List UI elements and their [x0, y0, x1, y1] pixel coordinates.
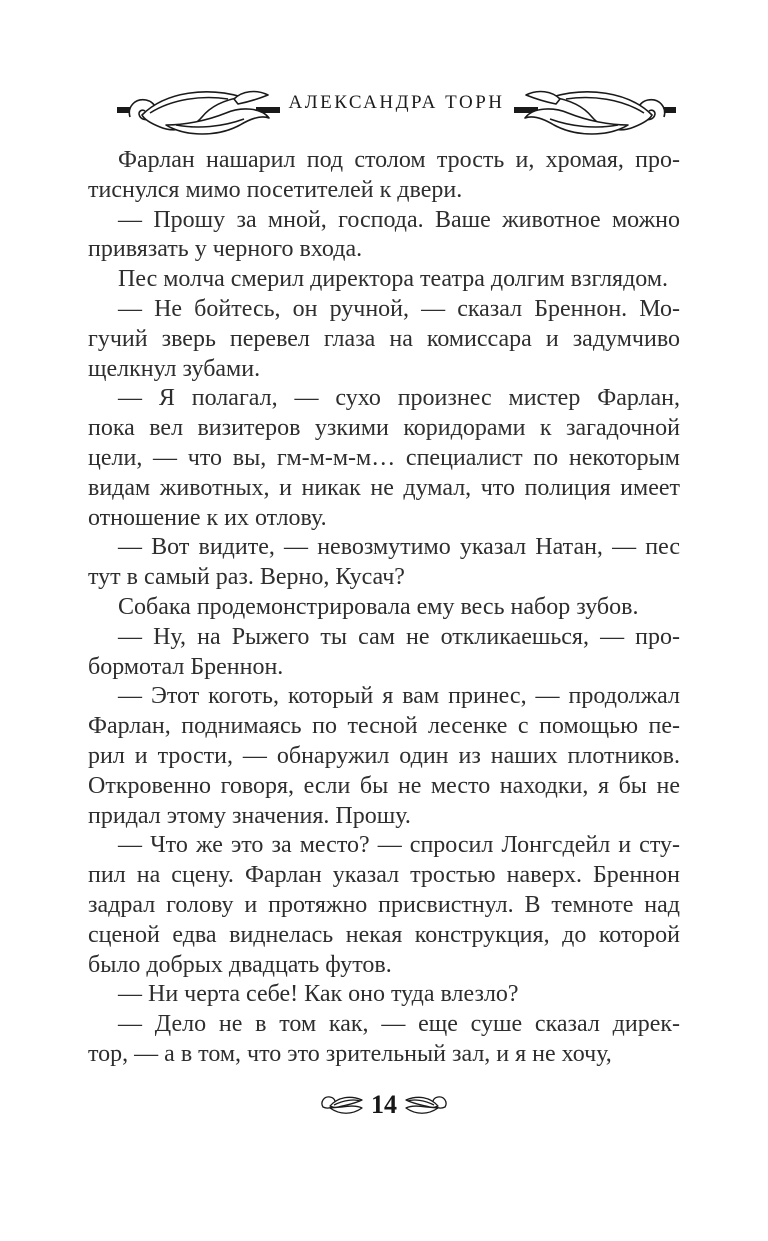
text-line: Откровенно говоря, если бы не место находки, я бы не — [88, 772, 680, 799]
author-name: АЛЕКСАНДРА ТОРН — [288, 92, 505, 113]
text-line: отношение к их отлову. — [88, 504, 327, 531]
text-line: Фарлан, поднимаясь по тесной лесенке с помощью пе- — [88, 713, 680, 740]
text-line: — Этот коготь, который я вам принес, — продолжал — [118, 683, 680, 710]
text-line: было добрых двадцать футов. — [88, 951, 392, 978]
acanthus-flourish-right-icon — [522, 87, 672, 141]
text-line: цели, — что вы, гм-м-м-м… специалист по некоторым — [88, 444, 680, 471]
text-line: — Я полагал, — сухо произнес мистер Фарлан, — [118, 385, 680, 412]
running-header — [117, 86, 676, 134]
text-line: бормотал Бреннон. — [88, 653, 284, 680]
text-line: — Не бойтесь, он ручной, — сказал Бреннон. Мо- — [118, 295, 680, 322]
text-line: задрал голову и протяжно присвистнул. В темноте над — [88, 891, 680, 918]
text-line: Пес молча смерил директора театра долгим взглядом. — [118, 266, 669, 293]
text-line: Фарлан нашарил под столом трость и, хромая, про- — [118, 147, 680, 173]
text-line: — Прошу за мной, господа. Ваше животное можно — [118, 206, 680, 233]
text-line: тиснулся мимо посетителей к двери. — [88, 176, 463, 203]
text-line: — Что же это за место? — спросил Лонгсдейл и сту- — [118, 832, 680, 859]
text-line: — Вот видите, — невозмутимо указал Натан, — пес — [118, 534, 680, 561]
text-line: сценой едва виднелась некая конструкция, до которой — [88, 921, 680, 948]
leaf-ornament-right-icon — [404, 1092, 450, 1118]
text-line: гучий зверь перевел глаза на комиссара и задумчиво — [88, 325, 680, 352]
text-line: щелкнул зубами. — [88, 355, 261, 382]
text-line: тор, — а в том, что это зрительный зал, и я не хочу, — [88, 1040, 612, 1067]
leaf-ornament-left-icon — [318, 1092, 364, 1118]
text-line: пил на сцену. Фарлан указал тростью наверх. Бреннон — [88, 862, 680, 889]
text-line: — Ни черта себе! Как оно туда влезло? — [118, 981, 519, 1008]
text-line: — Дело не в том как, — еще суше сказал дирек- — [118, 1011, 680, 1038]
text-line: пока вел визитеров узкими коридорами к загадочной — [88, 415, 680, 442]
body-text — [88, 146, 680, 1070]
text-line: тут в самый раз. Верно, Кусач? — [88, 564, 405, 591]
text-line: — Ну, на Рыжего ты сам не откликаешься, — про- — [118, 623, 680, 650]
text-line: Собака продемонстрировала ему весь набор зубов. — [118, 593, 639, 620]
text-line: придал этому значения. Прошу. — [88, 802, 411, 829]
text-line: видам животных, и никак не думал, что полиция имеет — [88, 474, 680, 501]
text-line: рил и трости, — обнаружил один из наших плотников. — [88, 742, 680, 769]
page-number: 14 — [371, 1090, 397, 1119]
page-footer — [88, 1088, 680, 1122]
text-line: привязать у черного входа. — [88, 236, 363, 263]
acanthus-flourish-left-icon — [122, 87, 272, 141]
